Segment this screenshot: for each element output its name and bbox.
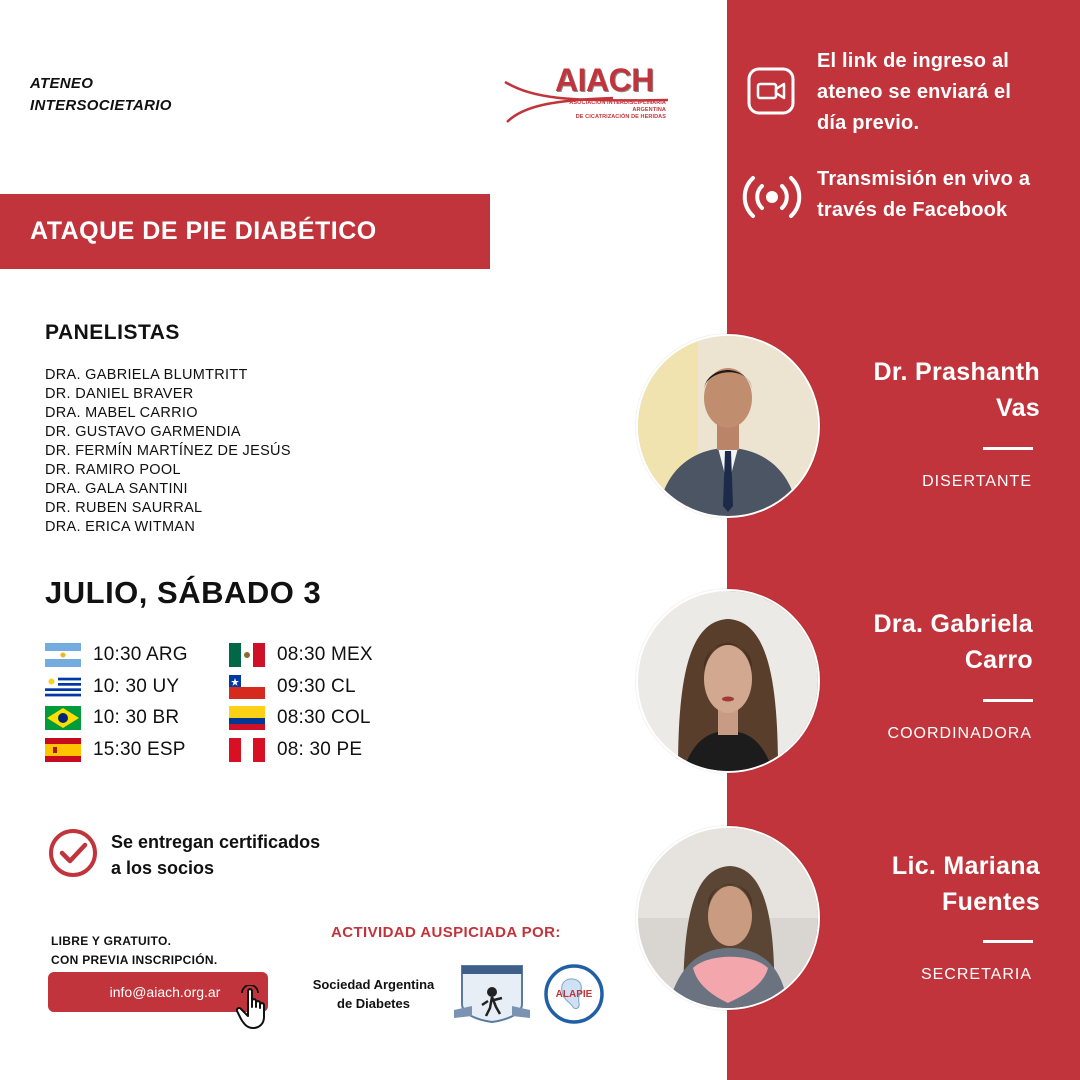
time-row-cl [229, 674, 356, 700]
time-row-uy [45, 674, 179, 700]
speaker-role-1: DISERTANTE [922, 473, 1032, 490]
info-line: través de Facebook [817, 199, 1008, 221]
panelists-heading: PANELISTAS [45, 321, 180, 344]
speaker-name-line: Lic. Mariana [891, 852, 1040, 880]
event-type-line1: ATENEO [30, 75, 94, 92]
registration-line2: CON PREVIA INSCRIPCIÓN. [51, 953, 218, 967]
panelist-item: DRA. ERICA WITMAN [45, 519, 196, 535]
chile-flag-icon [229, 675, 265, 699]
sponsor-sad [300, 975, 447, 1013]
speaker-divider-3 [983, 940, 1033, 943]
time-label: 08:30 MEX [277, 644, 373, 665]
uruguay-flag-icon [45, 675, 81, 699]
time-row-esp [45, 737, 186, 763]
argentina-flag-icon [45, 643, 81, 667]
info-line: ateneo se enviará el [817, 81, 1012, 103]
live-broadcast-icon [742, 173, 802, 221]
spain-flag-icon [45, 738, 81, 762]
info-line: El link de ingreso al [817, 50, 1010, 72]
sponsor-sad-line1: Sociedad Argentina [312, 977, 435, 992]
event-date: JULIO, SÁBADO 3 [45, 575, 322, 610]
info-link-note [817, 46, 1011, 139]
time-label: 15:30 ESP [93, 739, 186, 760]
logo-text: AIACH [555, 62, 654, 98]
time-row-arg [45, 642, 188, 668]
speaker-name-line: Dr. Prashanth [873, 358, 1040, 386]
event-type-line2: INTERSOCIETARIO [30, 97, 172, 114]
time-row-mex [229, 642, 373, 668]
time-label: 08: 30 PE [277, 739, 363, 760]
panelists-list [45, 366, 291, 537]
speaker-avatar-3 [638, 828, 818, 1008]
checkmark-circle-icon [48, 828, 98, 878]
panelist-item: DR. DANIEL BRAVER [45, 386, 194, 402]
alapie-logo-icon [543, 963, 605, 1025]
speaker-name-line: Carro [964, 646, 1033, 674]
email-label: info@aiach.org.ar [109, 984, 221, 1000]
speaker-avatar-1 [638, 336, 818, 516]
certificate-line1: Se entregan certificados [111, 832, 321, 852]
speaker-avatar-2 [638, 591, 818, 771]
panelist-item: DRA. GABRIELA BLUMTRITT [45, 367, 248, 383]
info-line: Transmisión en vivo a [817, 168, 1031, 190]
speaker-photo-2 [636, 589, 820, 773]
speaker-name-line: Dra. Gabriela [873, 610, 1033, 638]
event-title: ATAQUE DE PIE DIABÉTICO [30, 217, 377, 245]
panelist-item: DR. FERMÍN MARTÍNEZ DE JESÚS [45, 443, 291, 459]
speaker-name-3 [892, 848, 1040, 920]
speaker-photo-3 [636, 826, 820, 1010]
panelist-item: DR. RAMIRO POOL [45, 462, 181, 478]
speaker-divider-1 [983, 447, 1033, 450]
speaker-name-1 [874, 354, 1040, 426]
speaker-role-2: COORDINADORA [887, 725, 1032, 742]
video-camera-icon [747, 67, 795, 115]
event-type [30, 73, 172, 117]
speaker-name-line: Vas [995, 394, 1040, 422]
panelist-item: DR. GUSTAVO GARMENDIA [45, 424, 241, 440]
medicine-sport-badge-icon [452, 962, 532, 1024]
alapie-text: ALAPIE [555, 989, 593, 1000]
pointing-hand-icon [232, 985, 278, 1031]
time-label: 08:30 COL [277, 707, 371, 728]
time-label: 10: 30 UY [93, 676, 180, 697]
time-row-col [229, 705, 371, 731]
peru-flag-icon [229, 738, 265, 762]
time-label: 09:30 CL [277, 676, 356, 697]
info-facebook-note [817, 164, 1030, 226]
logo-subtitle-line1: ASOCIACIÓN INTERDISCIPLINARIA ARGENTINA [569, 100, 666, 113]
certificate-line2: a los socios [111, 858, 215, 878]
certificate-note [111, 829, 320, 881]
registration-line1: LIBRE Y GRATUITO. [51, 934, 172, 948]
speaker-name-2 [873, 606, 1033, 678]
time-row-br [45, 705, 179, 731]
registration-note [51, 932, 217, 970]
speaker-photo-1 [636, 334, 820, 518]
speaker-divider-2 [983, 699, 1033, 702]
panelist-item: DRA. GALA SANTINI [45, 481, 188, 497]
panelist-item: DRA. MABEL CARRIO [45, 405, 198, 421]
speaker-role-3: SECRETARIA [920, 966, 1032, 983]
speaker-name-line: Fuentes [942, 888, 1040, 916]
brazil-flag-icon [45, 706, 81, 730]
panelist-item: DR. RUBEN SAURRAL [45, 500, 203, 516]
mexico-flag-icon [229, 643, 265, 667]
sponsor-sad-line2: de Diabetes [337, 996, 410, 1011]
time-label: 10: 30 BR [93, 707, 180, 728]
logo-subtitle-line2: DE CICATRIZACIÓN DE HERIDAS [575, 114, 666, 120]
sponsors-heading: ACTIVIDAD AUSPICIADA POR: [331, 924, 561, 941]
colombia-flag-icon [229, 706, 265, 730]
info-line: día previo. [817, 112, 920, 134]
time-label: 10:30 ARG [93, 644, 188, 665]
time-row-pe [229, 737, 362, 763]
logo-subtitle [554, 100, 666, 121]
